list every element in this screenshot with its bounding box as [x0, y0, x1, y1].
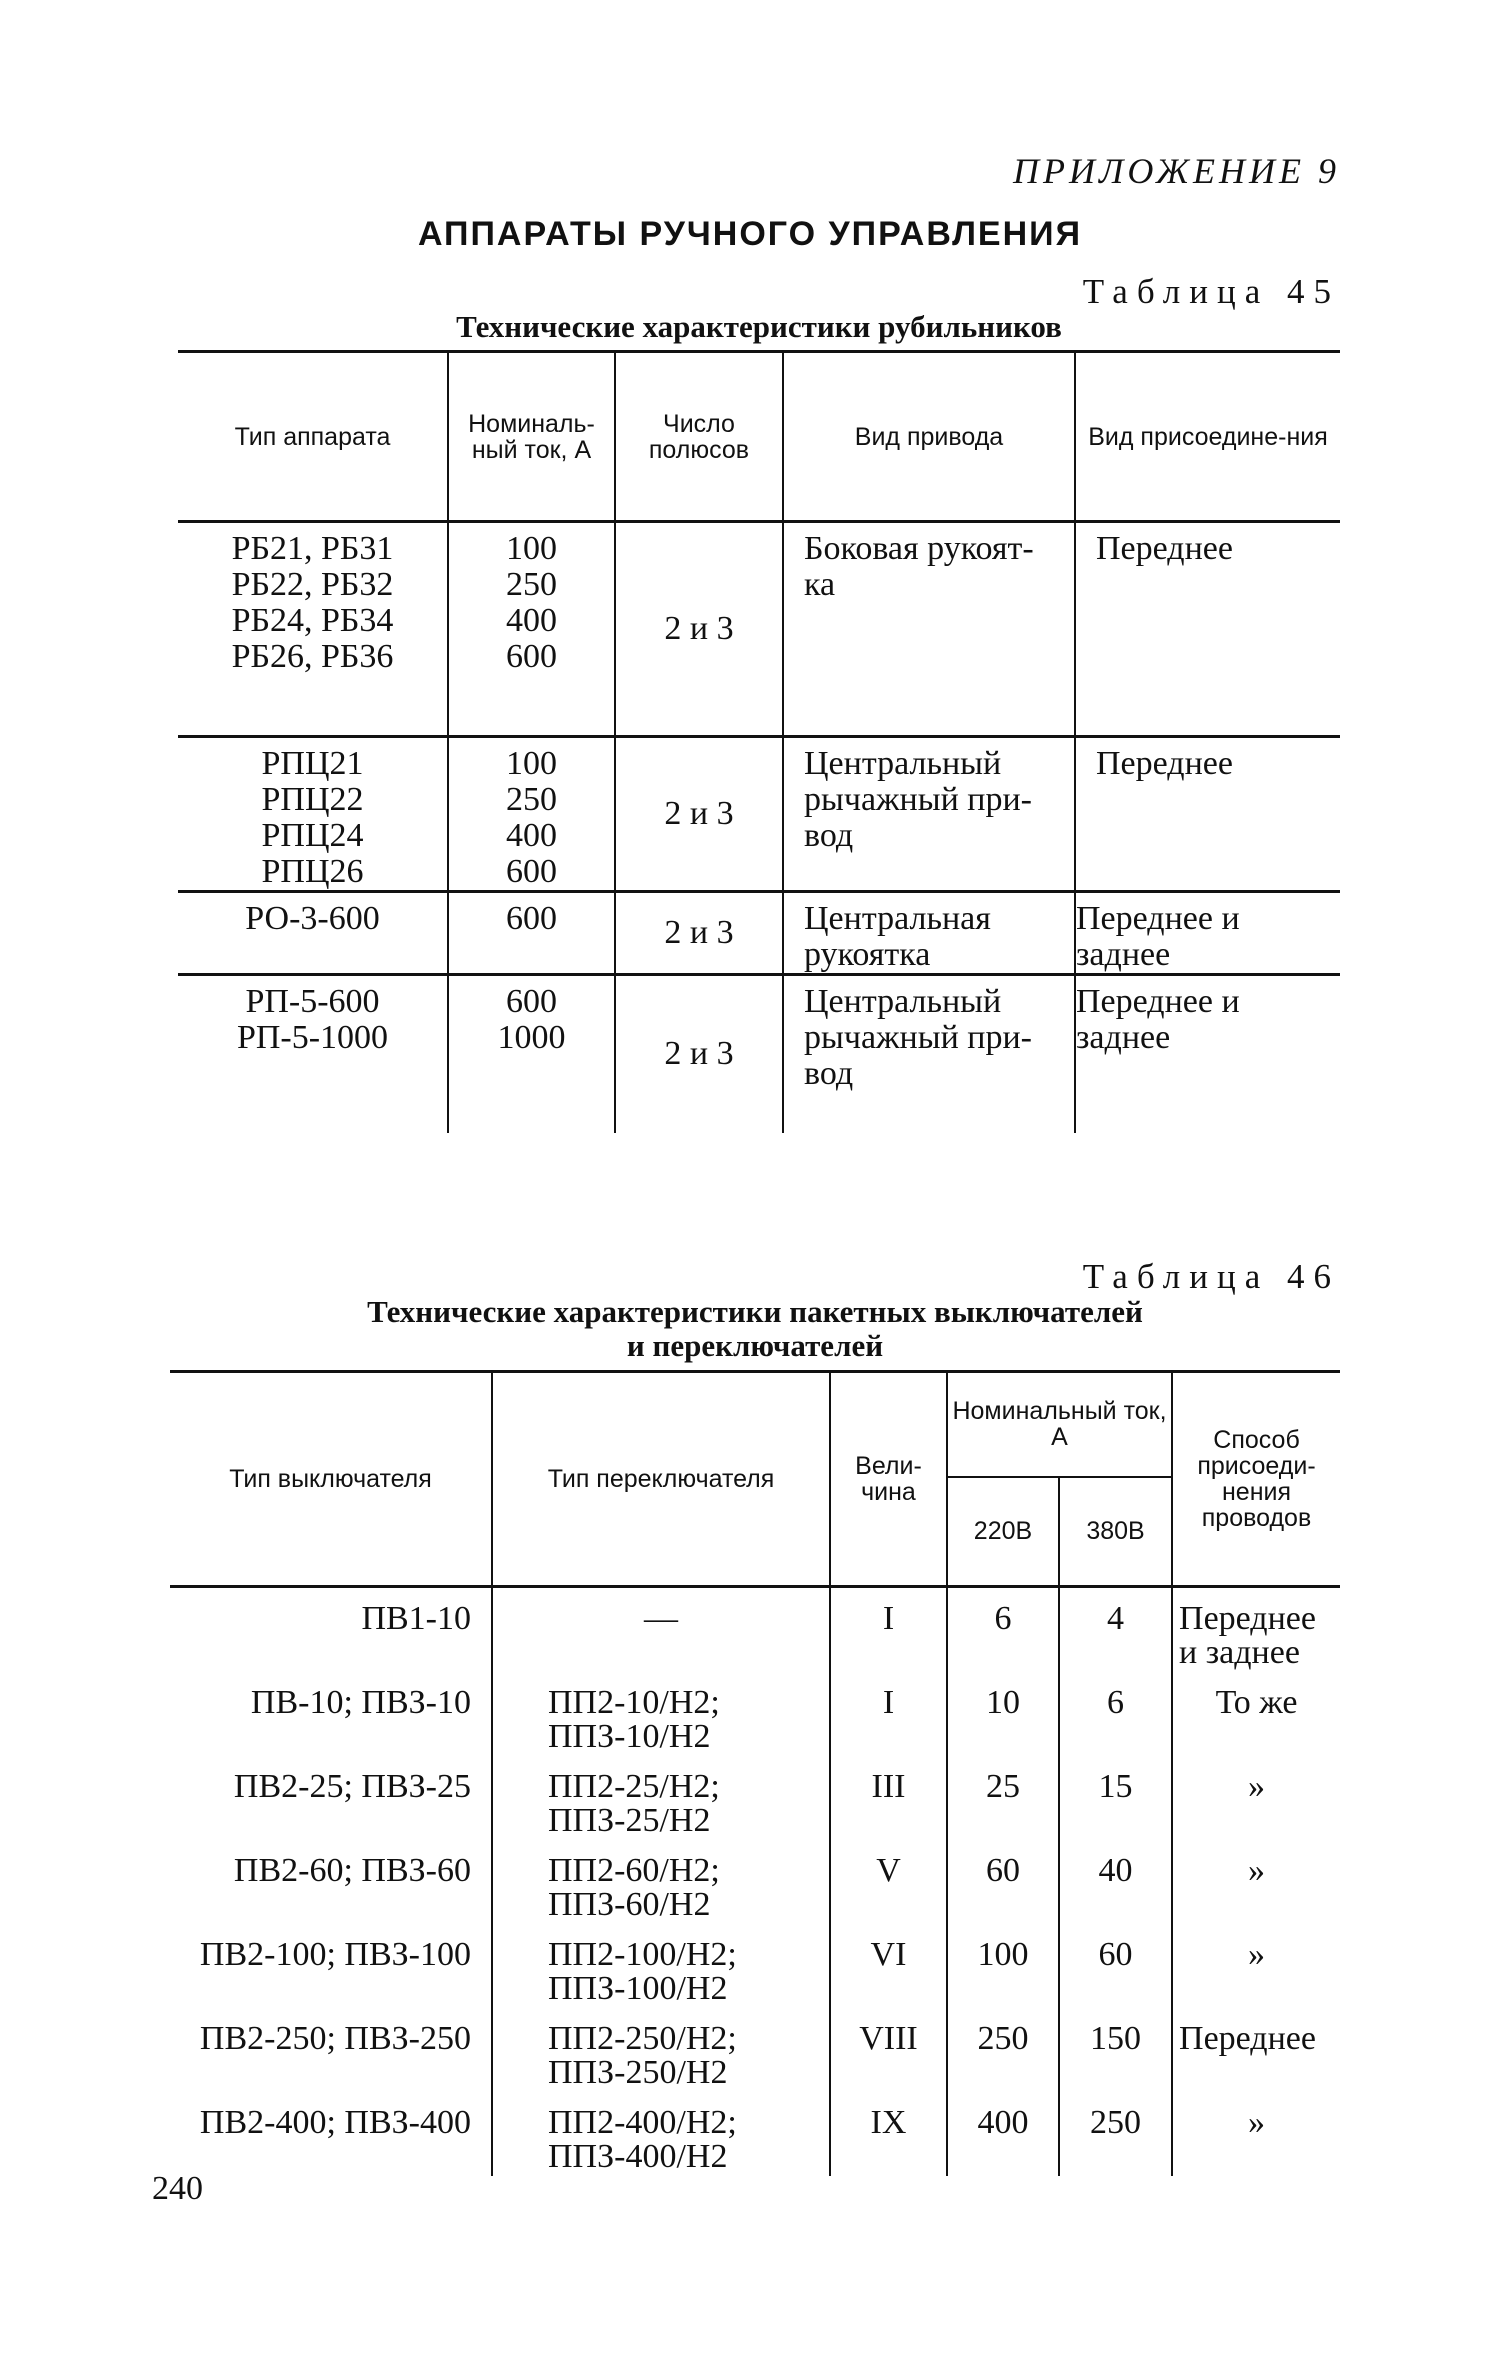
drive-type-line: Центральная: [804, 900, 991, 937]
connection-method-cell: [1172, 1672, 1340, 1756]
connection-method-cell: [1172, 2008, 1340, 2092]
table-45: [178, 350, 1340, 1133]
drive-type-cell: [783, 522, 1075, 737]
rated-current-value: 400: [506, 817, 557, 854]
connection-type-line: заднее: [1076, 1019, 1171, 1056]
apparatus-type: РБ22, РБ32: [231, 566, 394, 603]
size-cell: IX: [830, 2092, 947, 2176]
header-connection-type: Вид присоедине-ния: [1075, 352, 1340, 522]
table-row: [170, 1924, 1340, 2008]
switch-type-cell: ПВ2-60; ПВЗ-60: [170, 1840, 492, 1924]
current-380v-cell: 250: [1059, 2092, 1172, 2176]
rated-current-value: 600: [506, 853, 557, 890]
header-rated-current: Номиналь-ный ток, А: [448, 352, 615, 522]
poles-cell: 2 и 3: [615, 737, 783, 892]
connection-method-line: »: [1248, 2104, 1266, 2141]
connection-method-cell: [1172, 1587, 1340, 1673]
table-45-label: Таблица 45: [1082, 272, 1340, 311]
table-row: [170, 1587, 1340, 1673]
changeover-type-cell: [492, 1587, 830, 1673]
apparatus-type-cell: [178, 892, 448, 975]
rated-current-value: 100: [506, 745, 557, 782]
drive-type-cell: [783, 975, 1075, 1133]
changeover-type-line: ПП2-60/Н2;: [548, 1852, 720, 1889]
connection-type-cell: [1075, 975, 1340, 1133]
table-46-caption: [170, 1295, 1340, 1363]
apparatus-type: РО-3-600: [245, 900, 380, 937]
table-46-label: Таблица 46: [1082, 1257, 1340, 1296]
changeover-type-cell: [492, 1756, 830, 1840]
apparatus-type: РП-5-600: [245, 983, 380, 1020]
changeover-type-line: ПП2-250/Н2;: [548, 2020, 737, 2057]
connection-type-line: Переднее: [1096, 745, 1233, 782]
rated-current-value: 400: [506, 602, 557, 639]
connection-method-cell: [1172, 1924, 1340, 2008]
table-row: [170, 1756, 1340, 1840]
apparatus-type-cell: [178, 522, 448, 737]
drive-type-line: вод: [804, 817, 854, 854]
changeover-type-line: ППЗ-250/Н2: [548, 2054, 728, 2091]
changeover-type-cell: [492, 2092, 830, 2176]
rated-current-value: 600: [506, 900, 557, 937]
size-cell: III: [830, 1756, 947, 1840]
current-380v-cell: 4: [1059, 1587, 1172, 1673]
connection-method-line: Переднее: [1179, 1600, 1316, 1637]
apparatus-type: РПЦ21: [261, 745, 364, 782]
current-220v-cell: 25: [947, 1756, 1059, 1840]
table-46-caption-line-2: и переключателей: [626, 1328, 884, 1363]
header-changeover-type: Тип переключателя: [492, 1372, 830, 1587]
switch-type-cell: ПВ2-400; ПВЗ-400: [170, 2092, 492, 2176]
header-380v: 380В: [1059, 1477, 1172, 1587]
changeover-type-cell: [492, 2008, 830, 2092]
drive-type-line: вод: [804, 1055, 854, 1092]
rated-current-value: 250: [506, 566, 557, 603]
table-45-caption: Технические характеристики рубильников: [456, 309, 1062, 344]
size-cell: I: [830, 1672, 947, 1756]
connection-method-line: и заднее: [1179, 1634, 1300, 1671]
connection-method-cell: [1172, 1756, 1340, 1840]
header-poles: Число полюсов: [615, 352, 783, 522]
drive-type-cell: [783, 892, 1075, 975]
changeover-type-cell: [492, 1840, 830, 1924]
connection-type-cell: [1075, 892, 1340, 975]
apparatus-type: РП-5-1000: [236, 1019, 389, 1056]
table-row: [170, 1840, 1340, 1924]
changeover-type-line: ППЗ-25/Н2: [548, 1802, 711, 1839]
current-380v-cell: 60: [1059, 1924, 1172, 2008]
drive-type-cell: [783, 737, 1075, 892]
switch-type-cell: ПВ-10; ПВЗ-10: [170, 1672, 492, 1756]
apparatus-type: РПЦ24: [261, 817, 364, 854]
connection-method-line: »: [1248, 1852, 1266, 1889]
poles-cell: 2 и 3: [615, 892, 783, 975]
drive-type-line: Центральный: [804, 745, 1002, 782]
appendix-label: ПРИЛОЖЕНИЕ 9: [1013, 151, 1340, 191]
connection-type-line: заднее: [1076, 936, 1171, 973]
rated-current-value: 250: [506, 781, 557, 818]
switch-type-cell: ПВ2-100; ПВЗ-100: [170, 1924, 492, 2008]
apparatus-type: РБ26, РБ36: [231, 638, 394, 675]
current-220v-cell: 100: [947, 1924, 1059, 2008]
drive-type-line: ка: [804, 566, 836, 603]
connection-method-line: »: [1248, 1936, 1266, 1973]
drive-type-line: рычажный при-: [804, 1019, 1032, 1056]
current-220v-cell: 10: [947, 1672, 1059, 1756]
apparatus-type: РПЦ22: [261, 781, 364, 818]
rated-current-cell: [448, 737, 615, 892]
size-cell: VIII: [830, 2008, 947, 2092]
connection-method-line: То же: [1215, 1684, 1298, 1721]
table-row: [178, 737, 1340, 892]
rated-current-cell: [448, 522, 615, 737]
switch-type-cell: ПВ2-250; ПВЗ-250: [170, 2008, 492, 2092]
changeover-type-line: —: [644, 1600, 678, 1637]
changeover-type-line: ППЗ-10/Н2: [548, 1718, 711, 1755]
connection-type-line: Переднее и: [1076, 983, 1240, 1020]
changeover-type-line: ПП2-25/Н2;: [548, 1768, 720, 1805]
current-220v-cell: 6: [947, 1587, 1059, 1673]
table-row: [170, 2092, 1340, 2176]
changeover-type-cell: [492, 1924, 830, 2008]
rated-current-value: 100: [506, 530, 557, 567]
table-row: [178, 892, 1340, 975]
apparatus-type-cell: [178, 737, 448, 892]
table-row: [178, 522, 1340, 737]
page-title: АППАРАТЫ РУЧНОГО УПРАВЛЕНИЯ: [417, 215, 1083, 253]
header-220v: 220В: [947, 1477, 1059, 1587]
switch-type-cell: ПВ1-10: [170, 1587, 492, 1673]
current-380v-cell: 40: [1059, 1840, 1172, 1924]
changeover-type-line: ППЗ-60/Н2: [548, 1886, 711, 1923]
changeover-type-cell: [492, 1672, 830, 1756]
current-220v-cell: 400: [947, 2092, 1059, 2176]
connection-method-line: Переднее: [1179, 2020, 1316, 2057]
table-46: [170, 1370, 1340, 2176]
connection-type-cell: [1075, 737, 1340, 892]
current-220v-cell: 60: [947, 1840, 1059, 1924]
connection-type-line: Переднее: [1096, 530, 1233, 567]
size-cell: VI: [830, 1924, 947, 2008]
drive-type-line: рычажный при-: [804, 781, 1032, 818]
header-connection-method: Способ присоеди-нения проводов: [1172, 1372, 1340, 1587]
rated-current-cell: [448, 975, 615, 1133]
changeover-type-line: ПП2-100/Н2;: [548, 1936, 737, 1973]
poles-cell: 2 и 3: [615, 975, 783, 1133]
table-row: [170, 2008, 1340, 2092]
table-row: [178, 975, 1340, 1133]
drive-type-line: рукоятка: [804, 936, 931, 973]
rated-current-value: 600: [506, 983, 557, 1020]
apparatus-type: РБ24, РБ34: [231, 602, 394, 639]
size-cell: V: [830, 1840, 947, 1924]
header-rated-current: Номинальный ток, А: [947, 1372, 1172, 1477]
rated-current-value: 1000: [497, 1019, 566, 1056]
drive-type-line: Боковая рукоят-: [804, 530, 1034, 567]
changeover-type-line: ППЗ-400/Н2: [548, 2138, 728, 2175]
current-380v-cell: 6: [1059, 1672, 1172, 1756]
changeover-type-line: ППЗ-100/Н2: [548, 1970, 728, 2007]
header-drive-type: Вид привода: [783, 352, 1075, 522]
current-380v-cell: 150: [1059, 2008, 1172, 2092]
connection-type-cell: [1075, 522, 1340, 737]
connection-method-line: »: [1248, 1768, 1266, 1805]
apparatus-type: РБ21, РБ31: [231, 530, 394, 567]
header-apparatus-type: Тип аппарата: [178, 352, 448, 522]
size-cell: I: [830, 1587, 947, 1673]
apparatus-type-cell: [178, 975, 448, 1133]
rated-current-cell: [448, 892, 615, 975]
changeover-type-line: ПП2-10/Н2;: [548, 1684, 720, 1721]
current-380v-cell: 15: [1059, 1756, 1172, 1840]
header-switch-type: Тип выключателя: [170, 1372, 492, 1587]
poles-cell: 2 и 3: [615, 522, 783, 737]
connection-type-line: Переднее и: [1076, 900, 1240, 937]
header-size: Вели-чина: [830, 1372, 947, 1587]
switch-type-cell: ПВ2-25; ПВЗ-25: [170, 1756, 492, 1840]
connection-method-cell: [1172, 2092, 1340, 2176]
table-46-caption-line-1: Технические характеристики пакетных выключателей: [367, 1294, 1143, 1329]
apparatus-type: РПЦ26: [261, 853, 364, 890]
drive-type-line: Центральный: [804, 983, 1002, 1020]
current-220v-cell: 250: [947, 2008, 1059, 2092]
connection-method-cell: [1172, 1840, 1340, 1924]
page-number: 240: [152, 2170, 203, 2207]
changeover-type-line: ПП2-400/Н2;: [548, 2104, 737, 2141]
table-row: [170, 1672, 1340, 1756]
rated-current-value: 600: [506, 638, 557, 675]
